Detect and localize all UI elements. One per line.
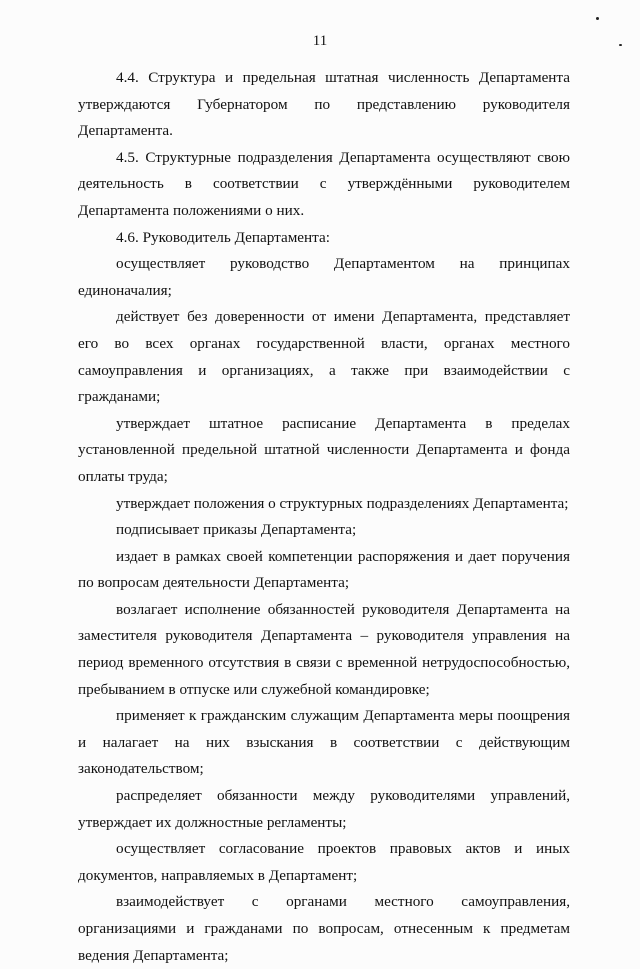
duty-item: распределяет обязанности между руководителями управлений, утверждает их должностные регламенты;	[78, 787, 570, 831]
scan-speck	[596, 17, 599, 20]
page-number: 11	[312, 33, 328, 49]
duty-item: осуществляет руководство Департаментом на принципах единоначалия;	[78, 255, 570, 299]
duty-item: возлагает исполнение обязанностей руководителя Департамента на заместителя руководителя Департамента – руководителя управления на период временного отсутствия в связи с временной нетрудоспособностью, пребыванием в отпуске или служебной командировке;	[78, 600, 570, 698]
duty-item: утверждает штатное расписание Департамента в пределах установленной предельной штатной численности Департамента и фонда оплаты труда;	[78, 414, 570, 485]
paragraph-4-5: 4.5. Структурные подразделения Департамента осуществляют свою деятельность в соответствии с утверждёнными руководителем Департамента положениями о них.	[78, 148, 570, 219]
scan-speck	[619, 44, 622, 46]
duty-item: взаимодействует с органами местного самоуправления, организациями и гражданами по вопросам, отнесенным к предметам ведения Департамента;	[78, 893, 570, 964]
duty-item: издает в рамках своей компетенции распоряжения и дает поручения по вопросам деятельности Департамента;	[78, 547, 570, 592]
duty-item: утверждает положения о структурных подразделениях Департамента;	[116, 494, 569, 512]
paragraph-4-4: 4.4. Структура и предельная штатная численность Департамента утверждаются Губернатором по представлению руководителя Департамента.	[78, 69, 570, 140]
paragraph-4-6-heading: 4.6. Руководитель Департамента:	[116, 228, 330, 246]
document-body	[78, 65, 570, 969]
duty-item: осуществляет согласование проектов правовых актов и иных документов, направляемых в Департамент;	[78, 840, 570, 884]
duty-item: действует без доверенности от имени Департамента, представляет его во всех органах государственной власти, органах местного самоуправления и организациях, а также при взаимодействии с гражданами;	[78, 308, 570, 406]
duty-item: применяет к гражданским служащим Департамента меры поощрения и налагает на них взыскания в соответствии с действующим законодательством;	[78, 707, 570, 778]
duty-item: подписывает приказы Департамента;	[116, 521, 357, 539]
